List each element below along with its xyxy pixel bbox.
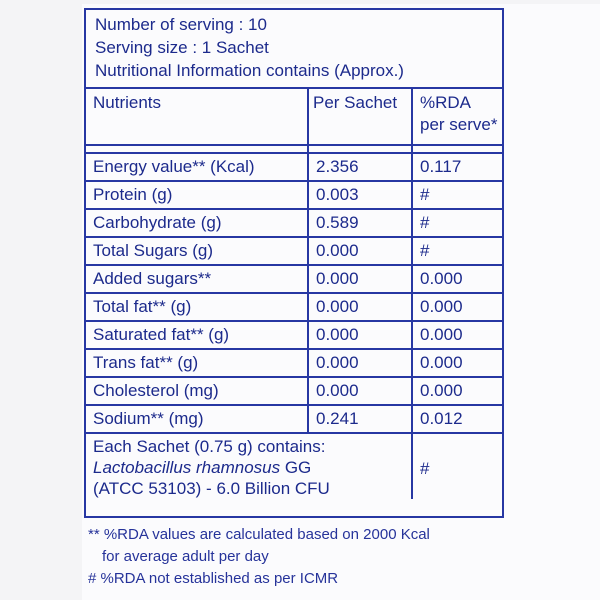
serving-size: Serving size : 1 Sachet [95,38,269,57]
table-row [86,321,502,349]
nutrient-name: Energy value** (Kcal) [86,153,308,181]
per-sachet-value: 0.589 [308,209,412,237]
probiotic-strain: Lactobacillus rhamnosus [93,458,281,477]
table-row [86,237,502,265]
rda-value: 0.000 [412,321,502,349]
table-row [86,349,502,377]
probiotic-rda [412,433,502,499]
table-row [86,293,502,321]
table-header-row [86,89,502,145]
nutrient-name: Cholesterol (mg) [86,377,308,405]
per-sachet-value: 2.356 [308,153,412,181]
rda-value: 0.000 [412,377,502,405]
serving-info [86,10,502,89]
per-sachet-value: 0.000 [308,237,412,265]
footnote-rda-calc-cont: for average adult per day [102,548,269,565]
col-header-rda [412,89,502,145]
per-sachet-value: 0.000 [308,265,412,293]
per-sachet-value: 0.241 [308,405,412,433]
per-sachet-value: 0.003 [308,181,412,209]
nutrient-name: Sodium** (mg) [86,405,308,433]
table-row [86,265,502,293]
nutrition-label [84,8,504,518]
footnote-rda-not-established: # %RDA not established as per ICMR [88,570,339,587]
rda-value: 0.117 [412,153,502,181]
probiotic-line1: Each Sachet (0.75 g) contains: [93,437,326,456]
nutrient-name: Protein (g) [86,181,308,209]
rda-value: # [412,237,502,265]
table-row [86,405,502,433]
nutrient-name: Saturated fat** (g) [86,321,308,349]
footnotes [88,524,430,590]
table-row [86,209,502,237]
col-header-rda-line2: per serve* [420,115,498,134]
probiotic-row [86,433,502,499]
nutrient-name: Carbohydrate (g) [86,209,308,237]
rda-value: 0.000 [412,293,502,321]
rda-value: # [412,209,502,237]
per-sachet-value: 0.000 [308,377,412,405]
header-spacer [86,145,502,153]
per-sachet-value: 0.000 [308,349,412,377]
table-row [86,153,502,181]
footnote-rda-calc: ** %RDA values are calculated based on 2000 Kcal [88,526,430,543]
nutrition-info-title: Nutritional Information contains (Approx.) [95,61,404,80]
rda-value: 0.000 [412,265,502,293]
table-row [86,377,502,405]
probiotic-line3: (ATCC 53103) - 6.0 Billion CFU [93,479,330,498]
per-sachet-value: 0.000 [308,293,412,321]
per-sachet-value: 0.000 [308,321,412,349]
rda-value: 0.012 [412,405,502,433]
col-header-nutrients: Nutrients [86,89,308,145]
servings-count: Number of serving : 10 [95,15,267,34]
col-header-rda-line1: %RDA [420,93,472,112]
col-header-per-sachet: Per Sachet [308,89,412,145]
rda-value: 0.000 [412,349,502,377]
rda-value: # [412,181,502,209]
probiotic-description [86,433,412,499]
probiotic-rda-value: # [420,459,430,478]
nutrient-name: Trans fat** (g) [86,349,308,377]
probiotic-strain-line [93,457,411,478]
nutrient-name: Total fat** (g) [86,293,308,321]
nutrient-name: Total Sugars (g) [86,237,308,265]
nutrient-name: Added sugars** [86,265,308,293]
nutrition-table [86,89,502,499]
table-row [86,181,502,209]
probiotic-strain-code: GG [280,458,312,477]
